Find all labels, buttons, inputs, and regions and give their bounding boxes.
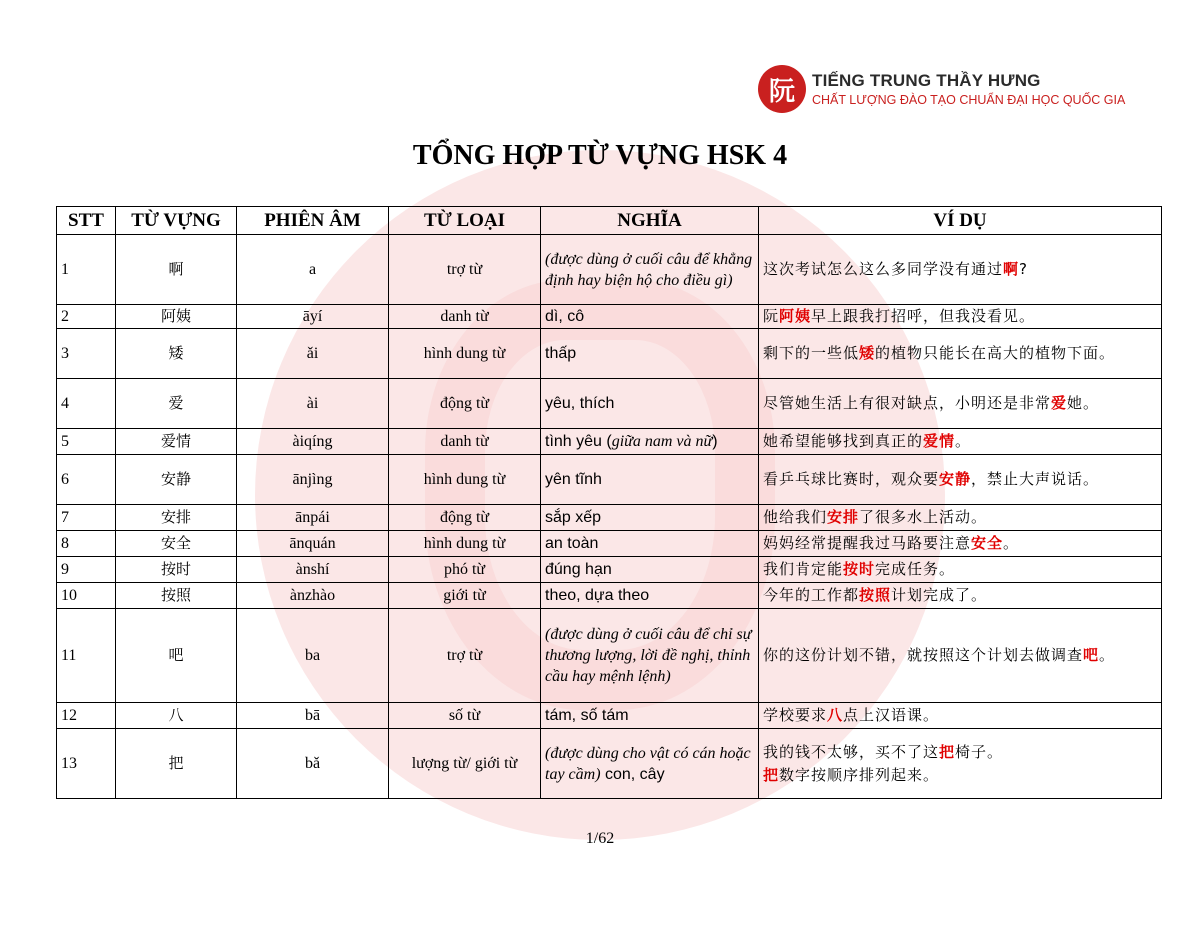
- table-row: [57, 583, 1162, 609]
- highlighted-word: 把: [939, 742, 956, 761]
- row-number: 5: [57, 429, 116, 455]
- highlighted-word: 安排: [827, 508, 860, 526]
- row-number: 11: [57, 609, 116, 703]
- row-number: 4: [57, 379, 116, 429]
- table-row: [57, 379, 1162, 429]
- text-segment: 尽管她生活上有很对缺点，小明还是非常: [763, 394, 1052, 412]
- row-word: 爱: [116, 379, 237, 429]
- text-segment: yêu, thích: [545, 395, 615, 412]
- row-example: [759, 729, 1162, 799]
- text-segment: (được dùng ở cuối câu để chỉ sự thương lượng, lời đề nghị, thỉnh cầu hay mệnh lệnh): [545, 626, 752, 685]
- row-meaning: [541, 703, 759, 729]
- row-word-type: hình dung từ: [389, 531, 541, 557]
- text-segment: tám, số tám: [545, 707, 629, 724]
- table-row: [57, 429, 1162, 455]
- text-segment: 椅子。: [955, 742, 1004, 761]
- text-segment: 的植物只能长在高大的植物下面。: [875, 344, 1116, 362]
- text-segment: an toàn: [545, 535, 599, 552]
- header-example: VÍ DỤ: [759, 207, 1162, 235]
- table-row: [57, 235, 1162, 305]
- row-pinyin: bā: [237, 703, 389, 729]
- row-word-type: động từ: [389, 379, 541, 429]
- table-row: [57, 329, 1162, 379]
- row-example: [759, 429, 1162, 455]
- row-pinyin: ānpái: [237, 505, 389, 531]
- row-meaning: [541, 379, 759, 429]
- row-number: 1: [57, 235, 116, 305]
- highlighted-word: 八: [827, 706, 844, 724]
- table-row: [57, 531, 1162, 557]
- row-word: 啊: [116, 235, 237, 305]
- row-pinyin: āyí: [237, 305, 389, 329]
- row-meaning: [541, 235, 759, 305]
- row-pinyin: bǎ: [237, 729, 389, 799]
- row-word: 爱情: [116, 429, 237, 455]
- row-word-type: lượng từ/ giới từ: [389, 729, 541, 799]
- text-segment: 这次考试怎么这么多同学没有通过: [763, 260, 1004, 278]
- highlighted-word: 把: [763, 765, 780, 784]
- row-word-type: trợ từ: [389, 235, 541, 305]
- text-segment: ): [712, 433, 718, 450]
- text-segment: sắp xếp: [545, 509, 602, 526]
- row-word: 按时: [116, 557, 237, 583]
- row-word-type: danh từ: [389, 429, 541, 455]
- row-word: 八: [116, 703, 237, 729]
- text-segment: 看乒乓球比赛时，观众要: [763, 470, 940, 488]
- row-pinyin: a: [237, 235, 389, 305]
- text-segment: 今年的工作都: [763, 586, 860, 604]
- text-segment: 了很多水上活动。: [859, 508, 988, 526]
- text-segment: ，禁止大声说话。: [971, 470, 1100, 488]
- row-pinyin: ànshí: [237, 557, 389, 583]
- header-type: TỪ LOẠI: [389, 207, 541, 235]
- row-number: 6: [57, 455, 116, 505]
- vocabulary-table: [56, 206, 1162, 799]
- row-meaning: [541, 429, 759, 455]
- row-word-type: số từ: [389, 703, 541, 729]
- text-segment: 她希望能够找到真正的: [763, 432, 924, 450]
- table-row: [57, 305, 1162, 329]
- header-pinyin: PHIÊN ÂM: [237, 207, 389, 235]
- row-example: [759, 583, 1162, 609]
- text-segment: 计划完成了。: [891, 586, 988, 604]
- table-header-row: [57, 207, 1162, 235]
- row-example: [759, 455, 1162, 505]
- row-word: 矮: [116, 329, 237, 379]
- table-row: [57, 455, 1162, 505]
- row-pinyin: ànzhào: [237, 583, 389, 609]
- text-segment: 阮: [763, 307, 780, 325]
- highlighted-word: 阿姨: [779, 307, 812, 325]
- highlighted-word: 按时: [843, 560, 876, 578]
- text-segment: giữa nam và nữ: [611, 433, 713, 450]
- row-meaning: [541, 305, 759, 329]
- row-number: 9: [57, 557, 116, 583]
- highlighted-word: 矮: [859, 344, 876, 362]
- row-number: 13: [57, 729, 116, 799]
- highlighted-word: 吧: [1083, 646, 1100, 664]
- row-meaning: [541, 329, 759, 379]
- row-number: 12: [57, 703, 116, 729]
- highlighted-word: 爱情: [923, 432, 956, 450]
- row-word-type: động từ: [389, 505, 541, 531]
- row-word: 安全: [116, 531, 237, 557]
- brand-tagline: CHẤT LƯỢNG ĐÀO TẠO CHUẨN ĐẠI HỌC QUỐC GIA: [812, 93, 1126, 107]
- row-example: [759, 531, 1162, 557]
- text-segment: (được dùng ở cuối câu để khẳng định hay biện hộ cho điều gì): [545, 250, 753, 289]
- row-number: 7: [57, 505, 116, 531]
- row-pinyin: ānquán: [237, 531, 389, 557]
- row-example: [759, 235, 1162, 305]
- text-segment: 早上跟我打招呼，但我没看见。: [811, 307, 1036, 325]
- text-segment: thấp: [545, 345, 577, 362]
- row-meaning: [541, 729, 759, 799]
- row-pinyin: ba: [237, 609, 389, 703]
- row-word-type: danh từ: [389, 305, 541, 329]
- text-segment: dì, cô: [545, 308, 585, 325]
- row-word-type: hình dung từ: [389, 455, 541, 505]
- row-example: [759, 557, 1162, 583]
- row-number: 8: [57, 531, 116, 557]
- row-word-type: phó từ: [389, 557, 541, 583]
- row-number: 2: [57, 305, 116, 329]
- row-word: 吧: [116, 609, 237, 703]
- highlighted-word: 安静: [939, 470, 972, 488]
- row-example: [759, 305, 1162, 329]
- row-word: 按照: [116, 583, 237, 609]
- text-segment: 我们肯定能: [763, 560, 844, 578]
- row-word: 安静: [116, 455, 237, 505]
- header-meaning: NGHĨA: [541, 207, 759, 235]
- table-row: [57, 557, 1162, 583]
- highlighted-word: 爱: [1051, 394, 1068, 412]
- text-segment: 她。: [1067, 394, 1100, 412]
- table-row: [57, 505, 1162, 531]
- text-segment: yên tĩnh: [545, 471, 602, 488]
- table-body: [57, 235, 1162, 799]
- highlighted-word: 安全: [971, 534, 1004, 552]
- table-row: [57, 729, 1162, 799]
- row-pinyin: ǎi: [237, 329, 389, 379]
- row-meaning: [541, 531, 759, 557]
- row-number: 3: [57, 329, 116, 379]
- row-example: [759, 703, 1162, 729]
- text-segment: 。: [955, 432, 972, 450]
- text-segment: 我的钱不太够，买不了这: [763, 742, 940, 761]
- row-word: 安排: [116, 505, 237, 531]
- text-segment: 数字按顺序排列起来。: [779, 765, 940, 784]
- text-segment: ?: [1019, 260, 1028, 278]
- row-meaning: [541, 505, 759, 531]
- page-number: 1/62: [585, 830, 615, 847]
- row-pinyin: ānjìng: [237, 455, 389, 505]
- row-meaning: [541, 557, 759, 583]
- row-number: 10: [57, 583, 116, 609]
- row-word-type: hình dung từ: [389, 329, 541, 379]
- brand-name: TIẾNG TRUNG THẦY HƯNG: [812, 71, 1041, 90]
- text-segment: 妈妈经常提醒我过马路要注意: [763, 534, 972, 552]
- row-word: 阿姨: [116, 305, 237, 329]
- row-meaning: [541, 455, 759, 505]
- text-segment: 。: [1003, 534, 1020, 552]
- header-stt: STT: [57, 207, 116, 235]
- text-segment: đúng hạn: [545, 561, 612, 578]
- page-title: TỔNG HỢP TỪ VỰNG HSK 4: [412, 140, 788, 171]
- row-pinyin: ài: [237, 379, 389, 429]
- text-segment: 完成任务。: [875, 560, 956, 578]
- text-segment: 你的这份计划不错，就按照这个计划去做调查: [763, 646, 1084, 664]
- row-meaning: [541, 583, 759, 609]
- row-example: [759, 379, 1162, 429]
- row-example: [759, 505, 1162, 531]
- row-pinyin: àiqíng: [237, 429, 389, 455]
- text-segment: theo, dựa theo: [545, 587, 650, 604]
- brand-logo-icon: 阮: [758, 65, 806, 113]
- text-segment: con, cây: [600, 765, 665, 783]
- text-segment: 。: [1099, 646, 1116, 664]
- row-word: 把: [116, 729, 237, 799]
- row-example: [759, 329, 1162, 379]
- text-segment: (được dùng cho vật có cán hoặc tay cầm): [545, 744, 751, 783]
- highlighted-word: 按照: [859, 586, 892, 604]
- brand-header: [758, 64, 1125, 114]
- text-segment: tình yêu (: [545, 433, 612, 450]
- text-segment: 点上汉语课。: [843, 706, 940, 724]
- text-segment: 学校要求: [763, 706, 828, 724]
- table-row: [57, 703, 1162, 729]
- table-row: [57, 609, 1162, 703]
- header-word: TỪ VỰNG: [116, 207, 237, 235]
- text-segment: 剩下的一些低: [763, 344, 860, 362]
- text-segment: 他给我们: [763, 508, 828, 526]
- row-word-type: giới từ: [389, 583, 541, 609]
- row-meaning: [541, 609, 759, 703]
- row-example: [759, 609, 1162, 703]
- row-word-type: trợ từ: [389, 609, 541, 703]
- highlighted-word: 啊: [1003, 260, 1020, 278]
